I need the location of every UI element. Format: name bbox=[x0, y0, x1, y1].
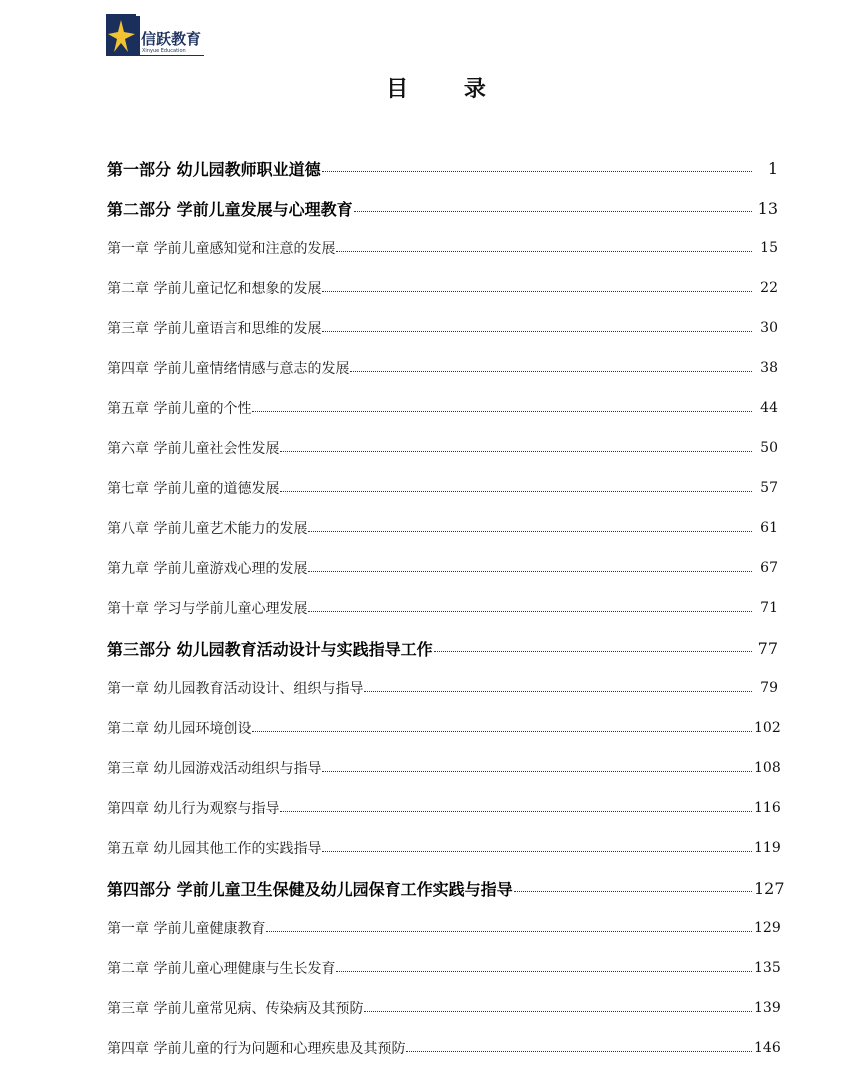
toc-leader-dots bbox=[280, 450, 752, 452]
toc-leader-dots bbox=[308, 610, 752, 612]
toc-chapter-entry[interactable] bbox=[107, 228, 778, 268]
toc-leader-dots bbox=[280, 810, 752, 812]
logo-name: 信跃教育 bbox=[141, 30, 202, 48]
toc-page-number: 57 bbox=[760, 480, 778, 496]
toc-entry-label: 第十章 学习与学前儿童心理发展 bbox=[107, 601, 308, 617]
toc-leader-dots bbox=[308, 530, 752, 532]
toc-page-number: 22 bbox=[760, 280, 778, 296]
toc-leader-dots bbox=[406, 1050, 752, 1052]
toc-leader-dots bbox=[336, 250, 752, 252]
toc-entry-label: 第三部分 幼儿园教育活动设计与实践指导工作 bbox=[107, 639, 433, 659]
toc-page-number: 13 bbox=[757, 198, 778, 218]
toc-page-number: 71 bbox=[760, 600, 778, 616]
toc-leader-dots bbox=[364, 690, 752, 692]
toc-chapter-entry[interactable] bbox=[107, 508, 778, 548]
toc-leader-dots bbox=[308, 570, 752, 572]
toc-leader-dots bbox=[322, 330, 752, 332]
toc-chapter-entry[interactable] bbox=[107, 268, 778, 308]
toc-page-number: 102 bbox=[754, 720, 781, 736]
toc-chapter-entry[interactable] bbox=[107, 588, 778, 628]
toc-leader-dots bbox=[266, 930, 752, 932]
toc-page-number: 135 bbox=[754, 960, 781, 976]
toc-page-number: 146 bbox=[754, 1040, 781, 1056]
toc-chapter-entry[interactable] bbox=[107, 1028, 781, 1068]
toc-entry-label: 第二章 学前儿童心理健康与生长发育 bbox=[107, 961, 336, 977]
toc-entry-label: 第四章 学前儿童情绪情感与意志的发展 bbox=[107, 361, 350, 377]
toc-leader-dots bbox=[322, 850, 752, 852]
toc-chapter-entry[interactable] bbox=[107, 708, 781, 748]
toc-entry-label: 第三章 幼儿园游戏活动组织与指导 bbox=[107, 761, 322, 777]
brand-logo bbox=[106, 14, 206, 58]
toc-page-number: 44 bbox=[760, 400, 778, 416]
toc-page-number: 15 bbox=[760, 240, 778, 256]
toc-chapter-entry[interactable] bbox=[107, 308, 778, 348]
toc-part-entry[interactable] bbox=[107, 868, 785, 908]
toc-page-number: 139 bbox=[754, 1000, 781, 1016]
toc-chapter-entry[interactable] bbox=[107, 788, 781, 828]
toc-entry-label: 第二部分 学前儿童发展与心理教育 bbox=[107, 199, 353, 219]
toc-page-number: 67 bbox=[760, 560, 778, 576]
toc-entry-label: 第三章 学前儿童语言和思维的发展 bbox=[107, 321, 322, 337]
toc-entry-label: 第七章 学前儿童的道德发展 bbox=[107, 481, 280, 497]
logo-underline bbox=[140, 55, 204, 56]
toc-entry-label: 第九章 学前儿童游戏心理的发展 bbox=[107, 561, 308, 577]
toc-page-number: 79 bbox=[760, 680, 778, 696]
toc-page-number: 119 bbox=[754, 840, 781, 856]
toc-entry-label: 第四章 学前儿童的行为问题和心理疾患及其预防 bbox=[107, 1041, 406, 1057]
toc-entry-label: 第一部分 幼儿园教师职业道德 bbox=[107, 159, 321, 179]
toc-entry-label: 第四章 幼儿行为观察与指导 bbox=[107, 801, 280, 817]
toc-chapter-entry[interactable] bbox=[107, 828, 781, 868]
toc-part-entry[interactable] bbox=[107, 148, 778, 188]
toc-entry-label: 第二章 学前儿童记忆和想象的发展 bbox=[107, 281, 322, 297]
logo-star-icon bbox=[106, 14, 140, 56]
toc-leader-dots bbox=[322, 770, 752, 772]
toc-chapter-entry[interactable] bbox=[107, 668, 778, 708]
toc-entry-label: 第一章 学前儿童感知觉和注意的发展 bbox=[107, 241, 336, 257]
page-title: 目 录 bbox=[386, 77, 510, 102]
toc-entry-label: 第八章 学前儿童艺术能力的发展 bbox=[107, 521, 308, 537]
toc-entry-label: 第三章 学前儿童常见病、传染病及其预防 bbox=[107, 1001, 364, 1017]
toc-page-number: 50 bbox=[760, 440, 778, 456]
toc-chapter-entry[interactable] bbox=[107, 748, 781, 788]
toc-chapter-entry[interactable] bbox=[107, 428, 778, 468]
toc-page-number: 61 bbox=[760, 520, 778, 536]
toc-chapter-entry[interactable] bbox=[107, 348, 778, 388]
toc-chapter-entry[interactable] bbox=[107, 388, 778, 428]
toc-leader-dots bbox=[350, 370, 752, 372]
toc-leader-dots bbox=[354, 210, 752, 212]
toc-entry-label: 第四部分 学前儿童卫生保健及幼儿园保育工作实践与指导 bbox=[107, 879, 513, 899]
toc-leader-dots bbox=[322, 170, 752, 172]
toc-chapter-entry[interactable] bbox=[107, 948, 781, 988]
toc-entry-label: 第五章 幼儿园其他工作的实践指导 bbox=[107, 841, 322, 857]
toc-leader-dots bbox=[514, 890, 752, 892]
toc-leader-dots bbox=[252, 410, 752, 412]
toc-leader-dots bbox=[322, 290, 752, 292]
toc-leader-dots bbox=[434, 650, 752, 652]
toc-leader-dots bbox=[252, 730, 752, 732]
toc-page-number: 127 bbox=[754, 878, 785, 898]
toc-chapter-entry[interactable] bbox=[107, 548, 778, 588]
toc-chapter-entry[interactable] bbox=[107, 908, 781, 948]
toc-leader-dots bbox=[364, 1010, 752, 1012]
toc-entry-label: 第二章 幼儿园环境创设 bbox=[107, 721, 252, 737]
table-of-contents bbox=[107, 148, 785, 1068]
logo-subtitle: Xinyue Education bbox=[142, 48, 186, 54]
toc-page-number: 129 bbox=[754, 920, 781, 936]
toc-page-number: 38 bbox=[760, 360, 778, 376]
toc-part-entry[interactable] bbox=[107, 628, 778, 668]
toc-page-number: 108 bbox=[754, 760, 781, 776]
toc-page-number: 30 bbox=[760, 320, 778, 336]
toc-entry-label: 第五章 学前儿童的个性 bbox=[107, 401, 252, 417]
toc-entry-label: 第六章 学前儿童社会性发展 bbox=[107, 441, 280, 457]
toc-entry-label: 第一章 学前儿童健康教育 bbox=[107, 921, 266, 937]
toc-leader-dots bbox=[280, 490, 752, 492]
toc-page-number: 1 bbox=[767, 158, 778, 178]
toc-page-number: 116 bbox=[754, 800, 781, 816]
toc-part-entry[interactable] bbox=[107, 188, 778, 228]
toc-page-number: 77 bbox=[757, 638, 778, 658]
toc-chapter-entry[interactable] bbox=[107, 988, 781, 1028]
toc-chapter-entry[interactable] bbox=[107, 468, 778, 508]
toc-leader-dots bbox=[336, 970, 752, 972]
toc-entry-label: 第一章 幼儿园教育活动设计、组织与指导 bbox=[107, 681, 364, 697]
